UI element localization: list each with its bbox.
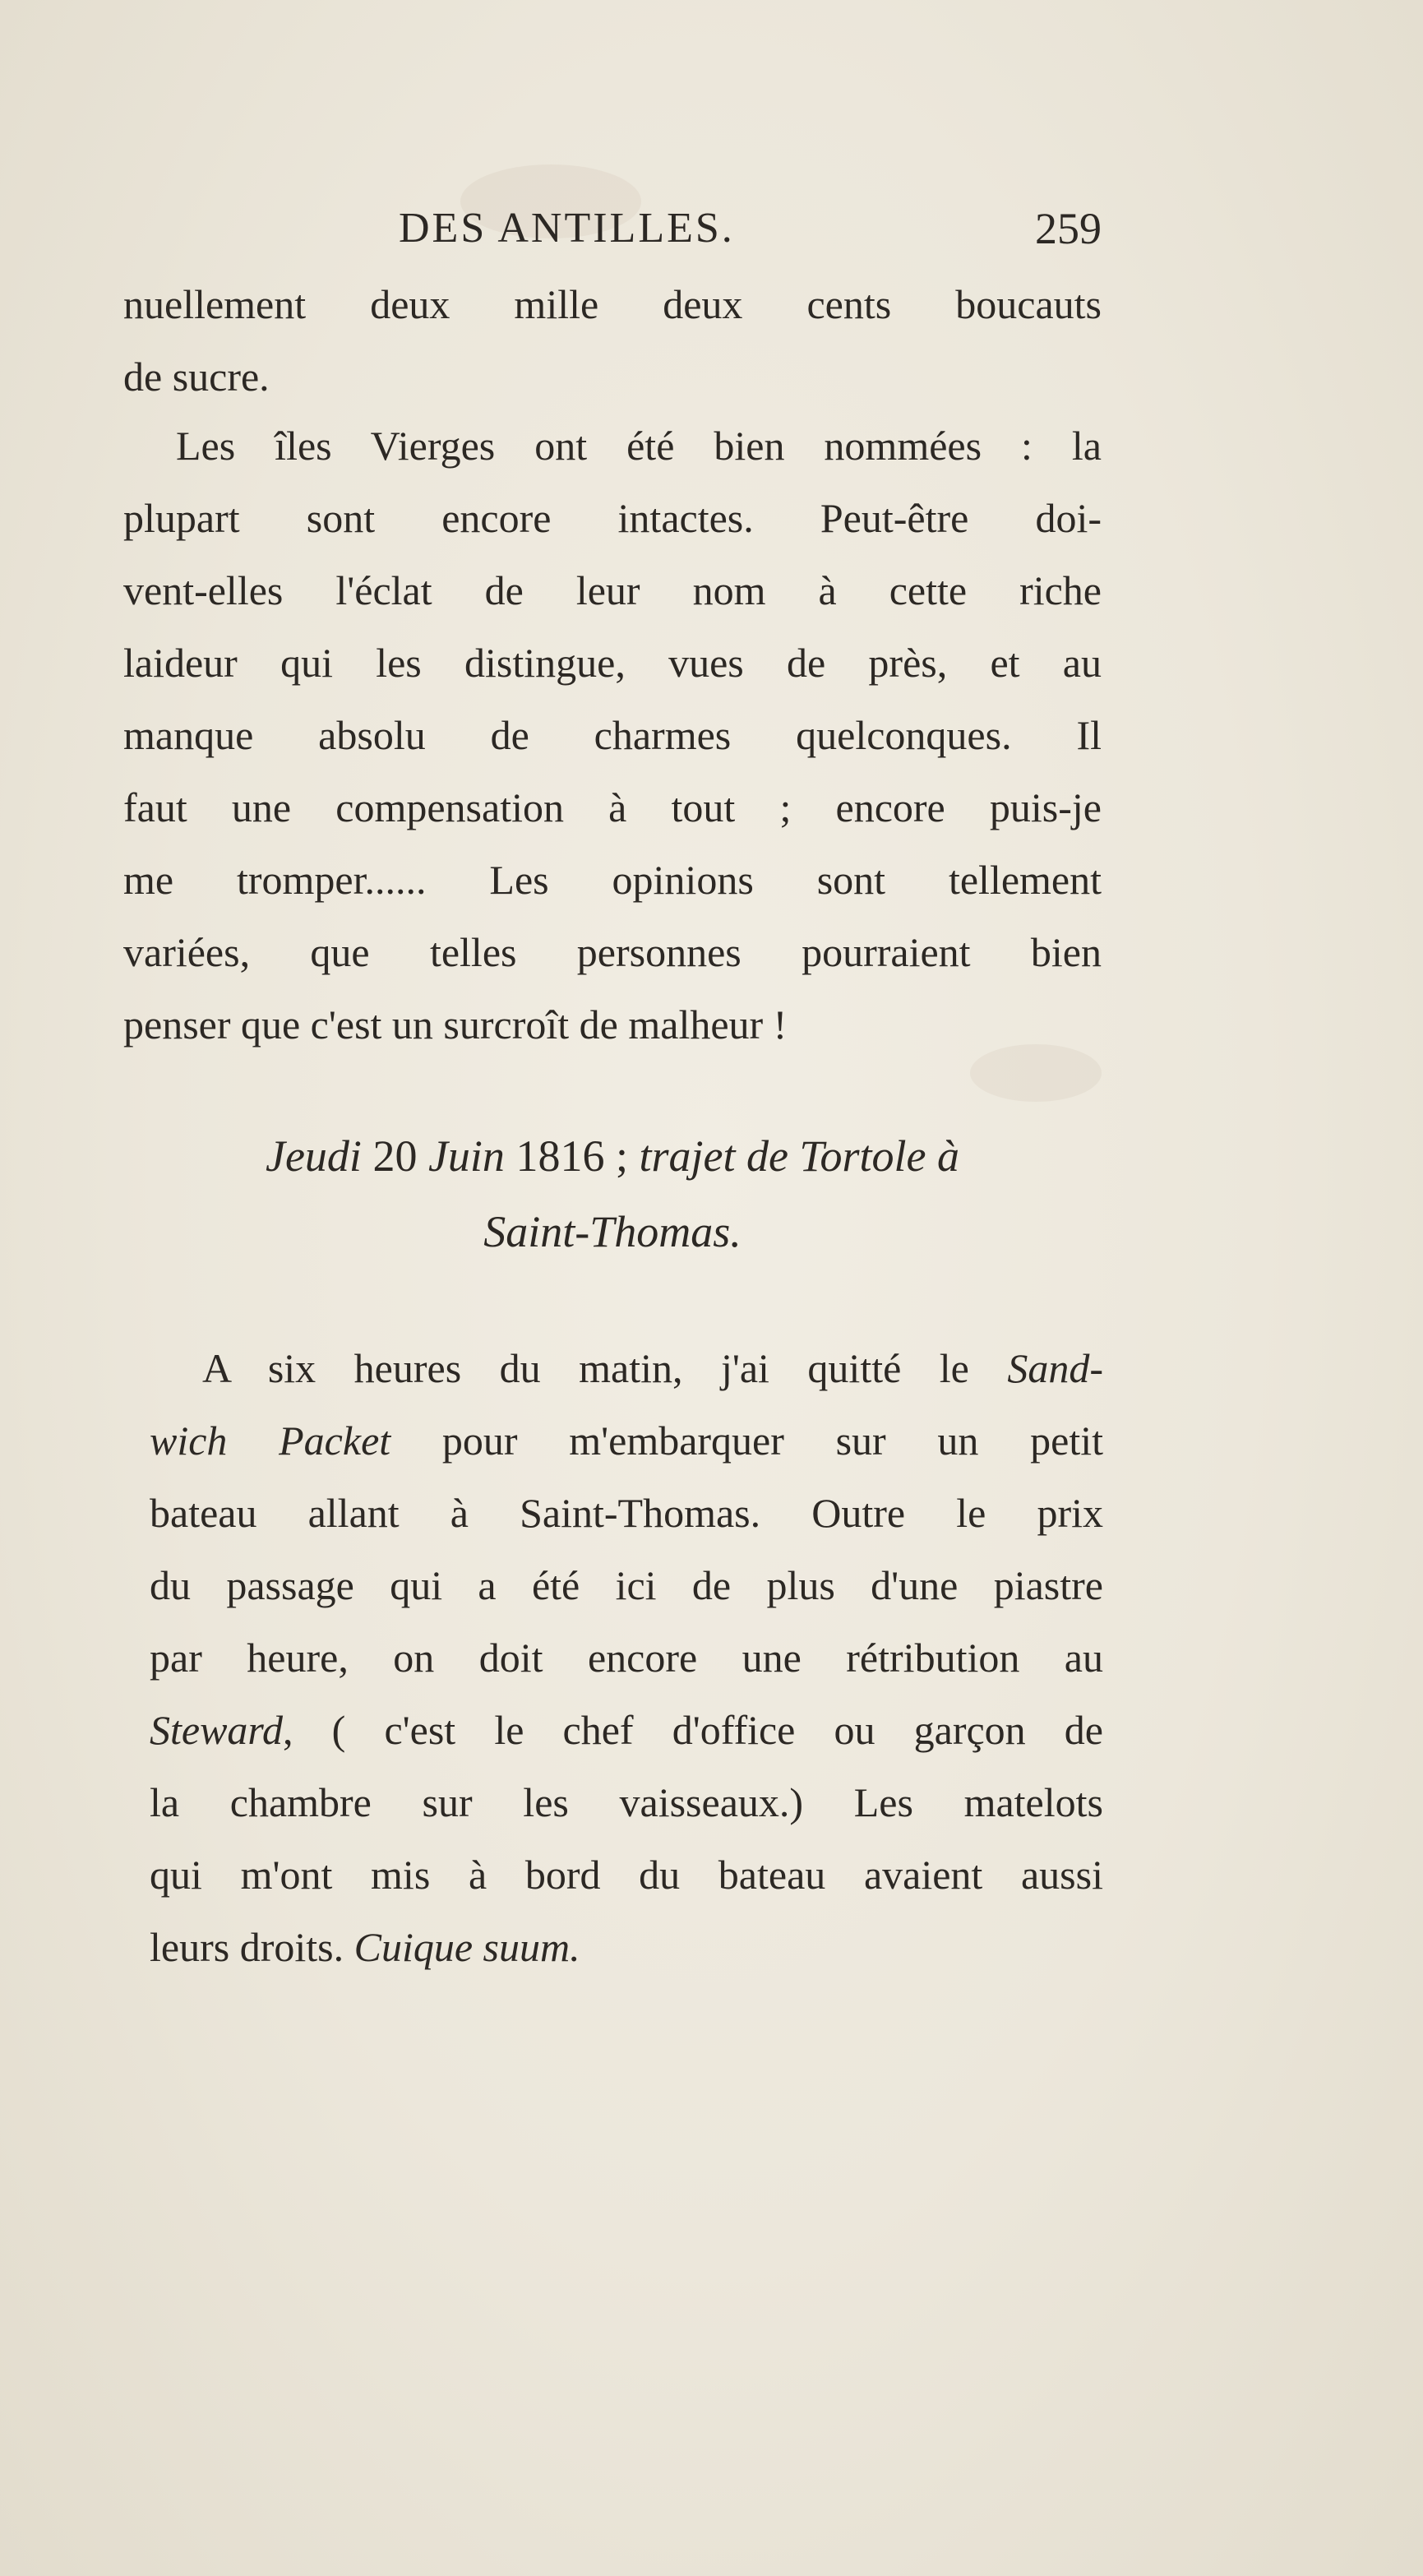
text-line: faut une compensation à tout ; encore puis-je <box>123 784 1102 830</box>
text-line: de sucre. <box>123 354 270 400</box>
text-line: par heure, on doit encore une rétribution au <box>150 1635 1103 1681</box>
text-line <box>150 1332 1103 1404</box>
ship-name-italic: Sand- <box>1007 1345 1103 1391</box>
text-line <box>150 1404 1103 1477</box>
text-line: variées, que telles personnes pourraient bien <box>123 929 1102 975</box>
heading-month: Juin <box>427 1131 505 1181</box>
heading-year: 1816 ; <box>504 1131 640 1181</box>
text-line: penser que c'est un surcroît de malheur ! <box>123 1001 788 1048</box>
text-line: me tromper...... Les opinions sont tellement <box>123 857 1102 903</box>
heading-route: trajet de Tortole à <box>639 1131 959 1181</box>
text-span: leurs droits. <box>150 1924 354 1970</box>
heading-line: Saint-Thomas. <box>483 1207 742 1256</box>
ship-name-italic: wich Packet <box>150 1417 391 1464</box>
text-line: Les îles Vierges ont été bien nommées : la <box>176 423 1102 469</box>
text-line: du passage qui a été ici de plus d'une piastre <box>150 1562 1103 1608</box>
running-title: DES ANTILLES. <box>399 205 735 252</box>
text-line: vent-elles l'éclat de leur nom à cette riche <box>123 567 1102 613</box>
text-line: nuellement deux mille deux cents boucauts <box>123 281 1102 327</box>
text-span: , ( c'est le chef d'office ou garçon de <box>283 1707 1103 1753</box>
text-span: pour m'embarquer sur un petit <box>390 1417 1103 1464</box>
running-head <box>123 196 1102 261</box>
text-line: bateau allant à Saint-Thomas. Outre le prix <box>150 1490 1103 1536</box>
paragraph-saint-thomas <box>150 1332 1103 1983</box>
page-number: 259 <box>1035 204 1102 253</box>
heading-line <box>123 1118 1102 1194</box>
text-line: laideur qui les distingue, vues de près, et au <box>123 640 1102 686</box>
text-line: la chambre sur les vaisseaux.) Les matelots <box>150 1779 1103 1825</box>
text-line <box>150 1911 1103 1983</box>
heading-day: Jeudi <box>266 1131 362 1181</box>
text-line <box>150 1694 1103 1766</box>
text-line: qui m'ont mis à bord du bateau avaient aussi <box>150 1852 1103 1898</box>
heading-date-number: 20 <box>361 1131 428 1181</box>
text-span: A six heures du matin, j'ai quitté le <box>202 1345 1008 1391</box>
latin-phrase-italic: Cuique suum. <box>353 1924 580 1970</box>
steward-italic: Steward <box>150 1707 284 1753</box>
paragraph-continued <box>123 268 1102 413</box>
section-heading <box>123 1118 1102 1270</box>
text-line: plupart sont encore intactes. Peut-être doi- <box>123 495 1102 541</box>
paragraph-iles-vierges <box>123 409 1102 1061</box>
text-line: manque absolu de charmes quelconques. Il <box>123 712 1102 758</box>
